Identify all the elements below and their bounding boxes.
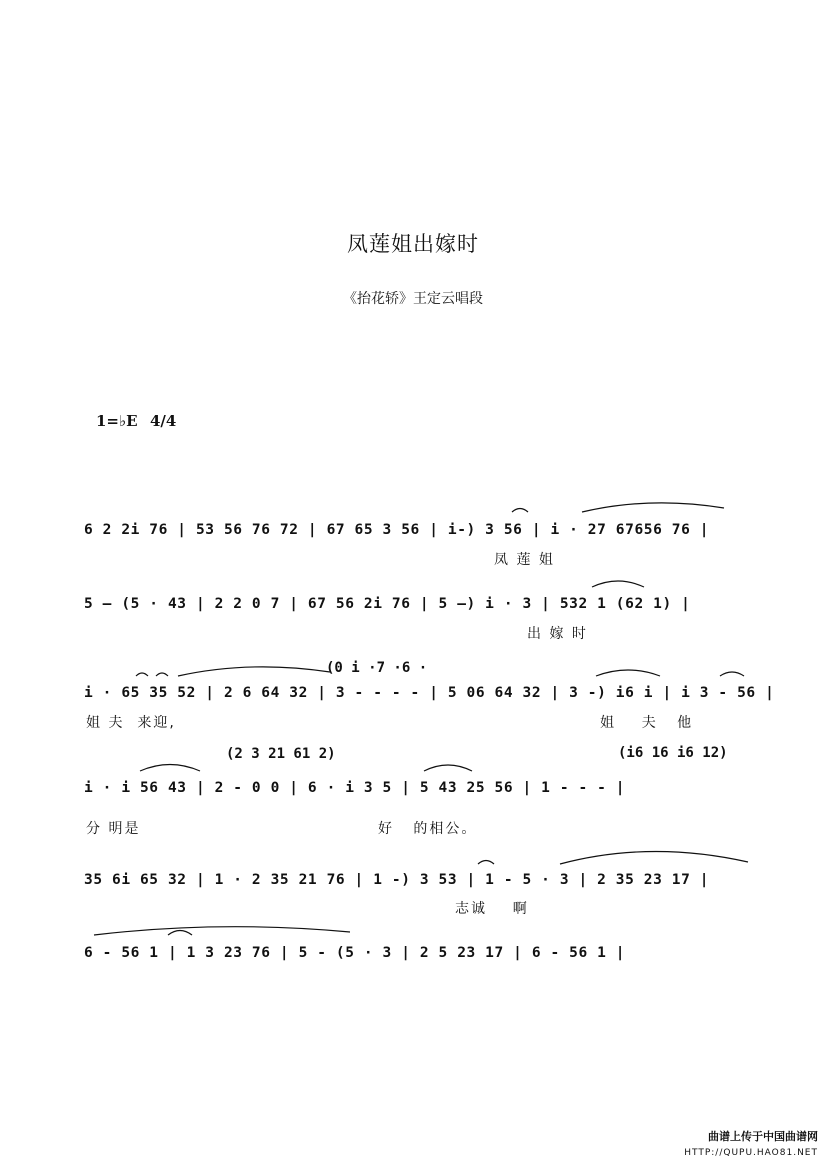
score-line-2: 5 — (5 · 43 | 2 2 0 7 | 67 56 2i 76 | 5 —) i · 3 | 532 1 (62 1) | bbox=[84, 596, 691, 612]
lyric-line-1: 凤 莲 姐 bbox=[494, 552, 555, 568]
song-title: 凤莲姐出嫁时 bbox=[347, 232, 479, 256]
score-line-3-upper: (0 i ·7 ·6 · bbox=[326, 660, 428, 676]
score-line-3: i · 65 35 52 | 2 6 64 32 | 3 - - - - | 5 06 64 32 | 3 -) i6 i | i 3 - 56 | bbox=[84, 685, 775, 701]
score-line-4: i · i 56 43 | 2 - 0 0 | 6 · i 3 5 | 5 43 25 56 | 1 - - - | bbox=[84, 780, 626, 796]
lyric-line-4b: 好 的相公。 bbox=[378, 821, 478, 837]
lyric-line-3a: 姐 夫 来迎, bbox=[86, 715, 176, 731]
lyric-line-4a: 分 明是 bbox=[86, 821, 141, 837]
score-line-1: 6 2 2i 76 | 53 56 76 72 | 67 65 3 56 | i-) 3 56 | i · 27 67656 76 | bbox=[84, 522, 710, 538]
lyric-line-2: 出 嫁 时 bbox=[527, 626, 588, 642]
score-line-6: 6 - 56 1 | 1 3 23 76 | 5 - (5 · 3 | 2 5 23 17 | 6 - 56 1 | bbox=[84, 945, 626, 961]
score-line-4-upper-b: (i6 16 i6 12) bbox=[618, 745, 728, 761]
score-line-4-upper-a: (2 3 21 61 2) bbox=[226, 746, 336, 762]
time-signature: 4/4 bbox=[150, 412, 177, 430]
score-line-5: 35 6i 65 32 | 1 · 2 35 21 76 | 1 -) 3 53 | 1 - 5 · 3 | 2 35 23 17 | bbox=[84, 872, 710, 888]
lyric-line-3b: 姐 夫 他 bbox=[600, 715, 694, 731]
key-signature: 1=♭E bbox=[96, 412, 138, 430]
footer-site-url[interactable]: HTTP://QUPU.HAO81.NET bbox=[684, 1148, 818, 1158]
song-subtitle: 《抬花轿》王定云唱段 bbox=[343, 291, 483, 307]
footer-site-name: 曲谱上传于中国曲谱网 bbox=[708, 1130, 818, 1143]
lyric-line-5: 志诚 啊 bbox=[455, 901, 529, 917]
